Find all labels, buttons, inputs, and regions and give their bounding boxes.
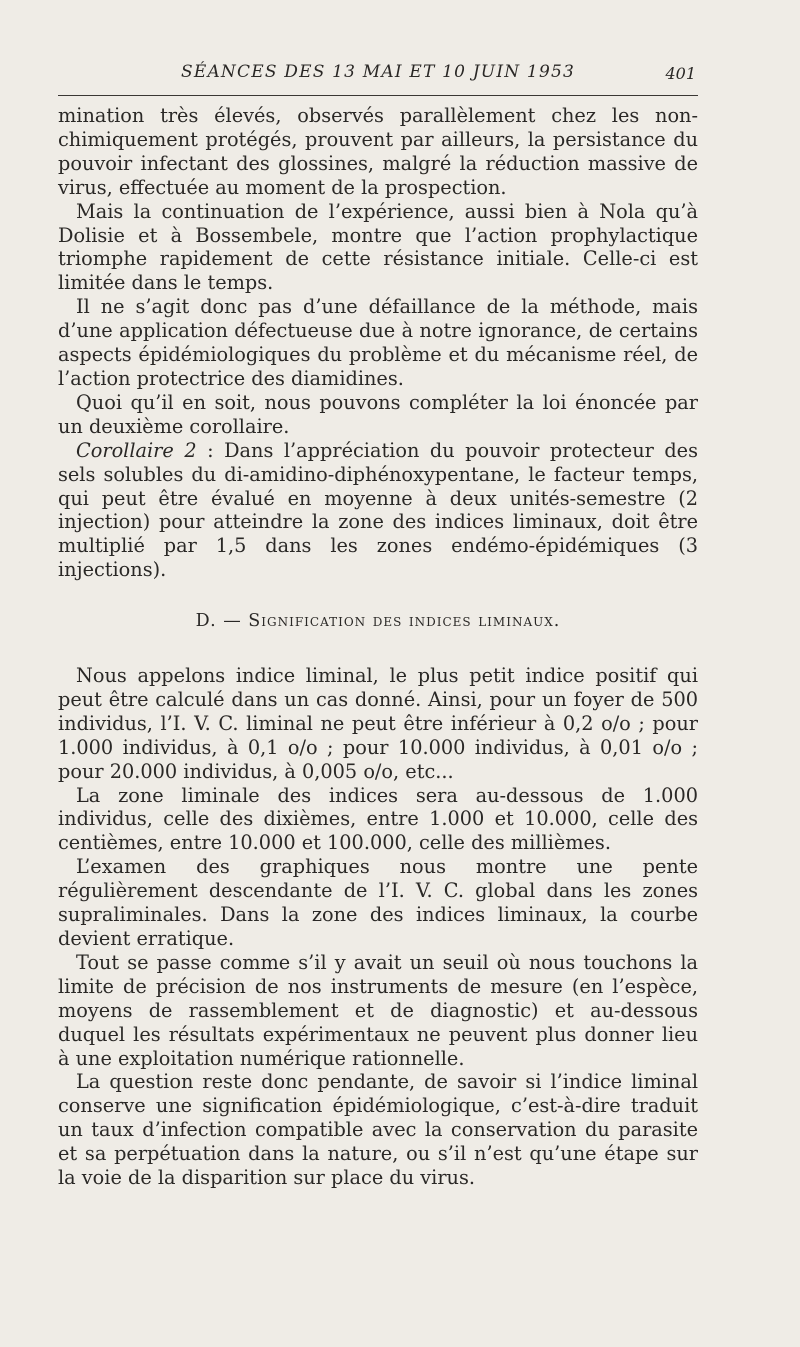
paragraph: Il ne s’agit donc pas d’une défaillance de la méthode, mais d’une application défectueuse due à notre ignorance, de certains aspects épidémiologiques du problème et du mécanisme réel, de l’action protectrice des diamidines. xyxy=(58,295,698,390)
paragraph: Nous appelons indice liminal, le plus petit indice positif qui peut être calculé dans un cas donné. Ainsi, pour un foyer de 500 individus, l’I. V. C. liminal ne peut être inférieur à 0,2 o/o ; pour 1.000 individus, à 0,1 o/o ; pour 10.000 individus, à 0,01 o/o ; pour 20.000 individus, à 0,005 o/o, etc... xyxy=(58,664,698,783)
section-heading xyxy=(58,610,698,634)
corollary-paragraph xyxy=(58,439,698,582)
body-text xyxy=(58,104,698,1190)
paragraph-continuation: mination très élevés, observés parallèlement chez les non-chimiquement protégés, prouvent par ailleurs, la persistance du pouvoir infectant des glossines, malgré la réduction massive de virus, effectuée au moment de la prospection. xyxy=(58,104,698,199)
paragraph: Quoi qu’il en soit, nous pouvons compléter la loi énoncée par un deuxième corollaire. xyxy=(58,390,698,438)
section-title: Signification des indices liminaux. xyxy=(248,611,561,632)
paragraph: La zone liminale des indices sera au-dessous de 1.000 individus, celle des dixièmes, entre 1.000 et 10.000, celle des centièmes, entre 10.000 et 100.000, celle des millièmes. xyxy=(58,783,698,855)
paragraph: Tout se passe comme s’il y avait un seuil où nous touchons la limite de précision de nos instruments de mesure (en l’espèce, moyens de rassemblement et de diagnostic) et au-dessous duquel les résultats expérimentaux ne peuvent plus donner lieu à une exploitation numérique rationnelle. xyxy=(58,950,698,1070)
corollary-text: : Dans l’appréciation du pouvoir protecteur des sels solubles du di-amidino-diphénoxypentane, le facteur temps, qui peut être évalué en moyenne à deux unités-semestre (2 injection) pour atteindre la zone des indices liminaux, doit être multiplié par 1,5 dans les zones endémo-épidémiques (3 injections). xyxy=(58,438,698,582)
running-title: SÉANCES DES 13 MAI ET 10 JUIN 1953 xyxy=(181,62,575,82)
header-rule xyxy=(58,95,698,96)
page-number: 401 xyxy=(665,64,696,83)
paragraph: L’examen des graphiques nous montre une pente régulièrement descendante de l’I. V. C. global dans les zones supraliminales. Dans la zone des indices liminaux, la courbe devient erratique. xyxy=(58,855,698,950)
corollary-label: Corollaire 2 xyxy=(76,438,197,462)
paragraph: La question reste donc pendante, de savoir si l’indice liminal conserve une signification épidémiologique, c’est-à-dire traduit un taux d’infection compatible avec la conservation du parasite et sa perpétuation dans la nature, ou s’il n’est qu’une étape sur la voie de la disparition sur place du virus. xyxy=(58,1070,698,1190)
page-header xyxy=(58,62,698,92)
paragraph: Mais la continuation de l’expérience, aussi bien à Nola qu’à Dolisie et à Bossembele, montre que l’action prophylactique triomphe rapidement de cette résistance initiale. Celle-ci est limitée dans le temps. xyxy=(58,199,698,295)
section-letter: D. — xyxy=(195,611,249,632)
